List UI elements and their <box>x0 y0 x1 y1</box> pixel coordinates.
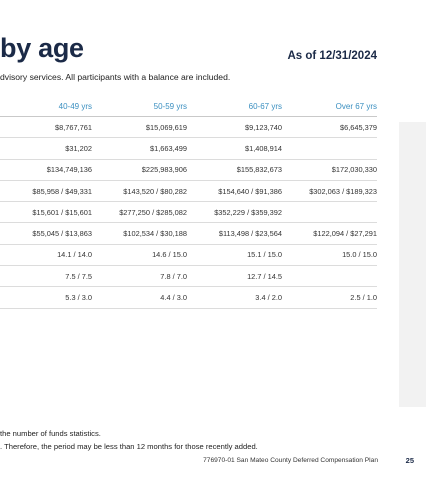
table-cell: $102,534 / $30,188 <box>92 223 187 244</box>
table-cell: 14.6 / 15.0 <box>92 244 187 265</box>
table-cell <box>0 244 8 265</box>
table-cell: 15.0 / 15.0 <box>282 244 377 265</box>
table-cell <box>0 223 8 244</box>
table-cell: 7.5 / 7.5 <box>8 266 92 287</box>
table-row <box>0 117 377 138</box>
table-cell: $9,123,740 <box>187 117 282 138</box>
table-cell: $8,767,761 <box>8 117 92 138</box>
table-cell: $122,094 / $27,291 <box>282 223 377 244</box>
column-header <box>0 96 8 117</box>
column-header-40-49: 40-49 yrs <box>8 96 92 117</box>
table-row <box>0 266 377 287</box>
table-cell: $143,520 / $80,282 <box>92 180 187 201</box>
table-cell <box>0 266 8 287</box>
table-cell <box>0 180 8 201</box>
table-cell: 14.1 / 14.0 <box>8 244 92 265</box>
table-row <box>0 180 377 201</box>
table-row <box>0 202 377 223</box>
as-of-date: As of 12/31/2024 <box>287 50 377 62</box>
table-cell: $225,983,906 <box>92 159 187 180</box>
table-cell: $172,030,330 <box>282 159 377 180</box>
table-cell <box>0 287 8 308</box>
table-row <box>0 159 377 180</box>
table-header-row <box>0 96 377 117</box>
table-cell: 2.5 / 1.0 <box>282 287 377 308</box>
table-cell <box>0 117 8 138</box>
table-cell: $85,958 / $49,331 <box>8 180 92 201</box>
page-subtitle: dvisory services. All participants with a balance are included. <box>0 72 231 82</box>
table-cell: $352,229 / $359,392 <box>187 202 282 223</box>
table-row <box>0 287 377 308</box>
table-cell: $134,749,136 <box>8 159 92 180</box>
table-cell: $113,498 / $23,564 <box>187 223 282 244</box>
table-cell: $15,069,619 <box>92 117 187 138</box>
page-title: by age <box>0 33 84 63</box>
table-cell: $31,202 <box>8 138 92 159</box>
table-cell: $1,408,914 <box>187 138 282 159</box>
page-number: 25 <box>405 456 414 465</box>
table-cell <box>0 138 8 159</box>
age-statistics-table <box>0 96 377 309</box>
column-header-60-67: 60-67 yrs <box>187 96 282 117</box>
table-cell: $6,645,379 <box>282 117 377 138</box>
table-cell: $155,832,673 <box>187 159 282 180</box>
side-panel <box>399 122 426 407</box>
table-cell: $55,045 / $13,863 <box>8 223 92 244</box>
table-cell: 3.4 / 2.0 <box>187 287 282 308</box>
table-cell: 12.7 / 14.5 <box>187 266 282 287</box>
table-cell <box>0 159 8 180</box>
table-cell: $154,640 / $91,386 <box>187 180 282 201</box>
table-cell <box>0 202 8 223</box>
table-cell: 5.3 / 3.0 <box>8 287 92 308</box>
footnote: . Therefore, the period may be less than 12 months for those recently added. <box>0 442 258 451</box>
table-cell: $1,663,499 <box>92 138 187 159</box>
table-row <box>0 244 377 265</box>
table-cell <box>282 266 377 287</box>
column-header-over-67: Over 67 yrs <box>282 96 377 117</box>
table-cell: 15.1 / 15.0 <box>187 244 282 265</box>
table-cell: 7.8 / 7.0 <box>92 266 187 287</box>
table-cell: $15,601 / $15,601 <box>8 202 92 223</box>
footnote: the number of funds statistics. <box>0 429 101 438</box>
table-cell: 4.4 / 3.0 <box>92 287 187 308</box>
table-cell: $277,250 / $285,082 <box>92 202 187 223</box>
table-row <box>0 223 377 244</box>
footer-document-id: 776970-01 San Mateo County Deferred Compensation Plan <box>203 457 378 464</box>
table-cell <box>282 138 377 159</box>
column-header-50-59: 50-59 yrs <box>92 96 187 117</box>
table-cell <box>282 202 377 223</box>
table-row <box>0 138 377 159</box>
table-cell: $302,063 / $189,323 <box>282 180 377 201</box>
